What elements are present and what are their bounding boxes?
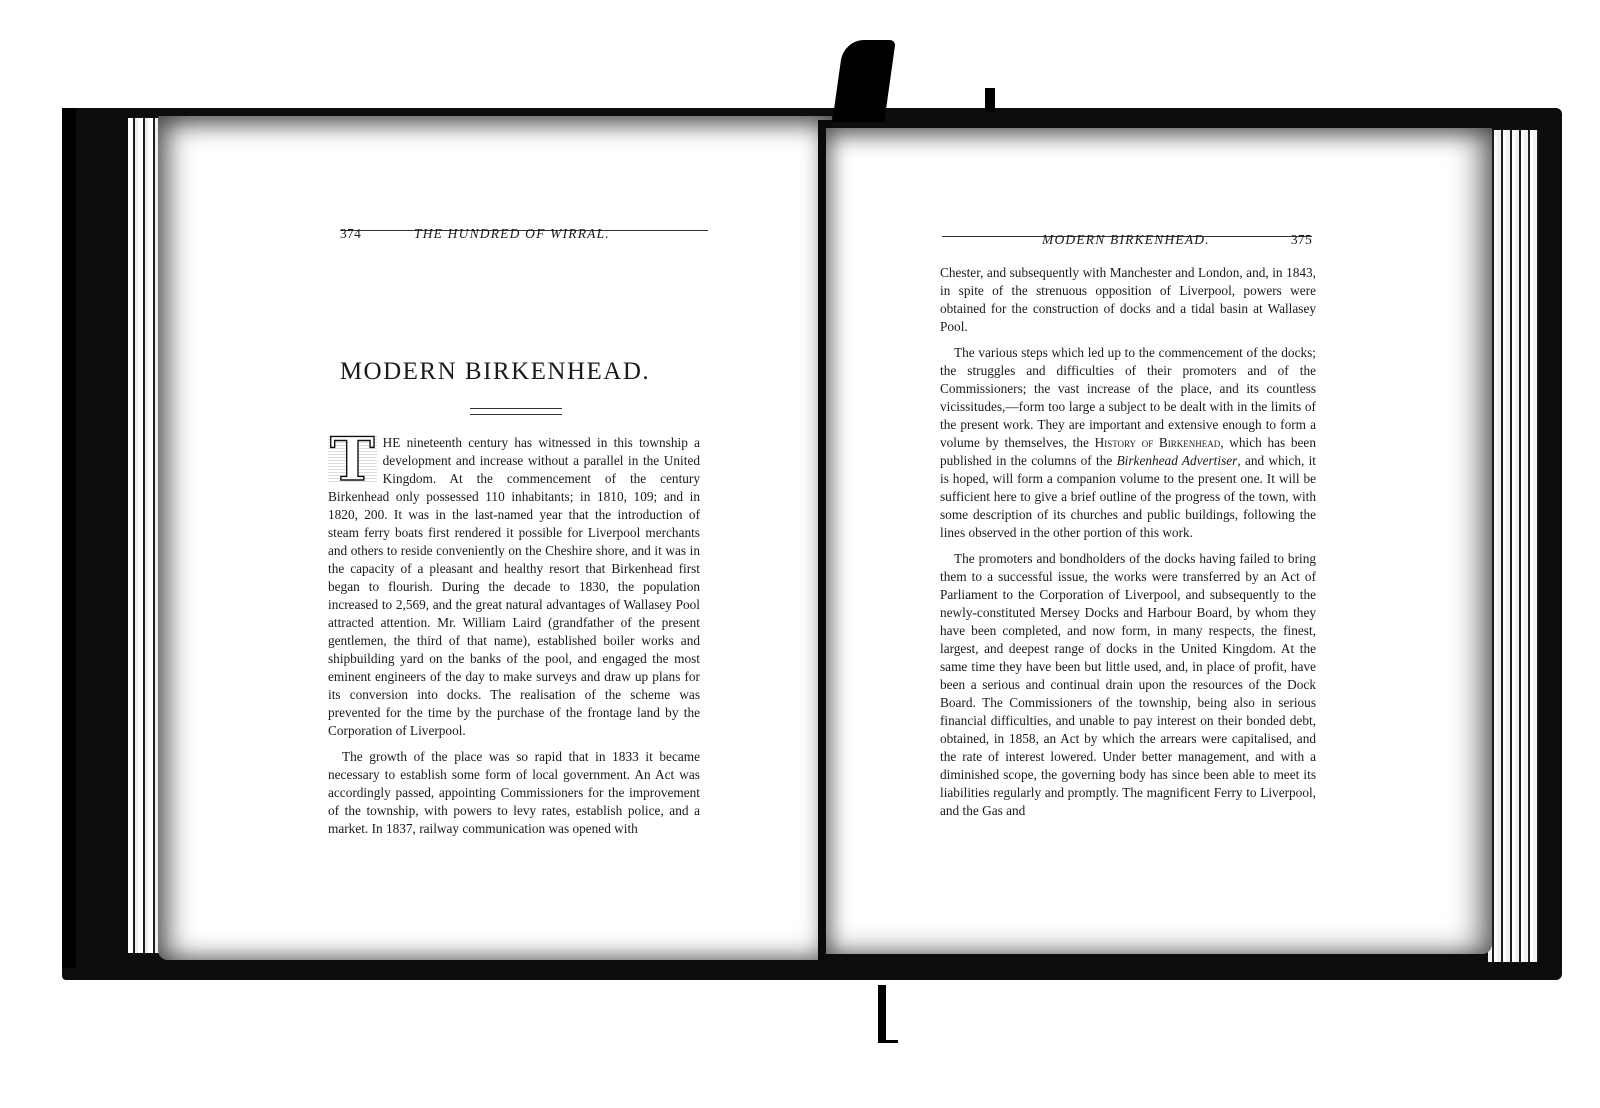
- right-page-body: [940, 264, 1316, 828]
- bookmark-tab-bottom: [878, 985, 886, 1043]
- paragraph: The growth of the place was so rapid that in 1833 it became necessary to establish some form of local government. An Act was accordingly passed, appointing Commissioners for the improvement of the township, with powers to levy rates, establish police, and a market. In 1837, railway communication was opened with: [328, 749, 700, 836]
- book-spine-edge: [62, 108, 76, 968]
- paragraph-text: HE nineteenth century has witnessed in this township a development and increase without a parallel in the United Kingdom. At the commencement of the century Birkenhead only possessed 110 inhabitants; in 1810, 109; and in 1820, 200. It was in the last-named year that the introduction of steam ferry boats first rendered it possible for Liverpool merchants and others to reside conveniently on the Cheshire shore, and it was in the capacity of a pleasant and healthy resort that Birkenhead first began to flourish. During the decade to 1830, the population increased to 2,569, and the great natural advantages of Wallasey Pool attracted attention. Mr. William Laird (grandfather of the present gentlemen, the third of that name), established boiler works and shipbuilding yard on the banks of the pool, and engaged the most eminent engineers of the day to make surveys and draw up plans for its conversion into docks. The realisation of the scheme was prevented for the time by the purchase of the frontage land by the Corporation of Liverpool.: [328, 435, 700, 738]
- drop-cap: T: [330, 425, 375, 495]
- bookmark-mark-top: [985, 88, 995, 112]
- paragraph: [328, 425, 700, 740]
- running-title: MODERN BIRKENHEAD.: [1042, 232, 1210, 247]
- right-page: [826, 128, 1492, 954]
- paragraph: Chester, and subsequently with Manchester and London, and, in 1843, in spite of the strenuous opposition of Liverpool, powers were obtained for the construction of docks and a tidal basin at Wallasey Pool.: [940, 265, 1316, 334]
- chapter-title: MODERN BIRKENHEAD.: [339, 358, 651, 385]
- bookmark-mark-bottom: [878, 1040, 898, 1043]
- page-block-edges-right: [1488, 130, 1538, 962]
- paragraph: The promoters and bondholders of the docks having failed to bring them to a successful issue, the works were transferred by an Act of Parliament to the Corporation of Liverpool, and subsequently to the newly-constituted Mersey Docks and Harbour Board, by whom they have been completed, and now form, in many respects, the finest, largest, and deepest range of docks in the United Kingdom. At the same time they have been but little used, and, in place of profit, have been a serious and continual drain upon the resources of the Dock Board. The Commissioners of the township, being also in serious financial difficulties, and unable to pay interest on their bonded debt, obtained, in 1858, an Act by which the arrears were capitalised, and the rate of interest lowered. Under better management, and with a diminished scope, the governing body has since been able to meet its liabilities regularly and promptly. The magnificent Ferry to Liverpool, and the Gas and: [940, 551, 1316, 818]
- running-head-right: [942, 232, 1312, 247]
- running-head-left: [340, 226, 708, 241]
- book-title-history: History of Birkenhead: [1094, 435, 1221, 450]
- newspaper-title: Birkenhead Advertiser: [1116, 453, 1238, 468]
- page-number: 375: [1290, 232, 1312, 247]
- running-title: THE HUNDRED OF WIRRAL.: [414, 226, 610, 241]
- paragraph: The various steps which led up to the commencement of the docks; the struggles and difficulties of their promoters and of the Commissioners; the vast increase of the place, and its countless vicissitudes,—form too large a subject to be dealt with in the limits of the present work. They are important and extensive enough to form a volume by themselves, the History of Birkenhead, which has been published in the columns of the Birkenhead Advertiser, and which, it is hoped, will form a companion volume to the present one. It will be sufficient here to give a brief outline of the progress of the town, with some description of its churches and public buildings, following the lines observed in the other portion of this work.: [940, 345, 1316, 540]
- page-number: 374: [340, 226, 362, 241]
- left-page-body: [328, 425, 700, 846]
- left-page: [158, 116, 832, 960]
- title-ornament-rule: [470, 408, 562, 415]
